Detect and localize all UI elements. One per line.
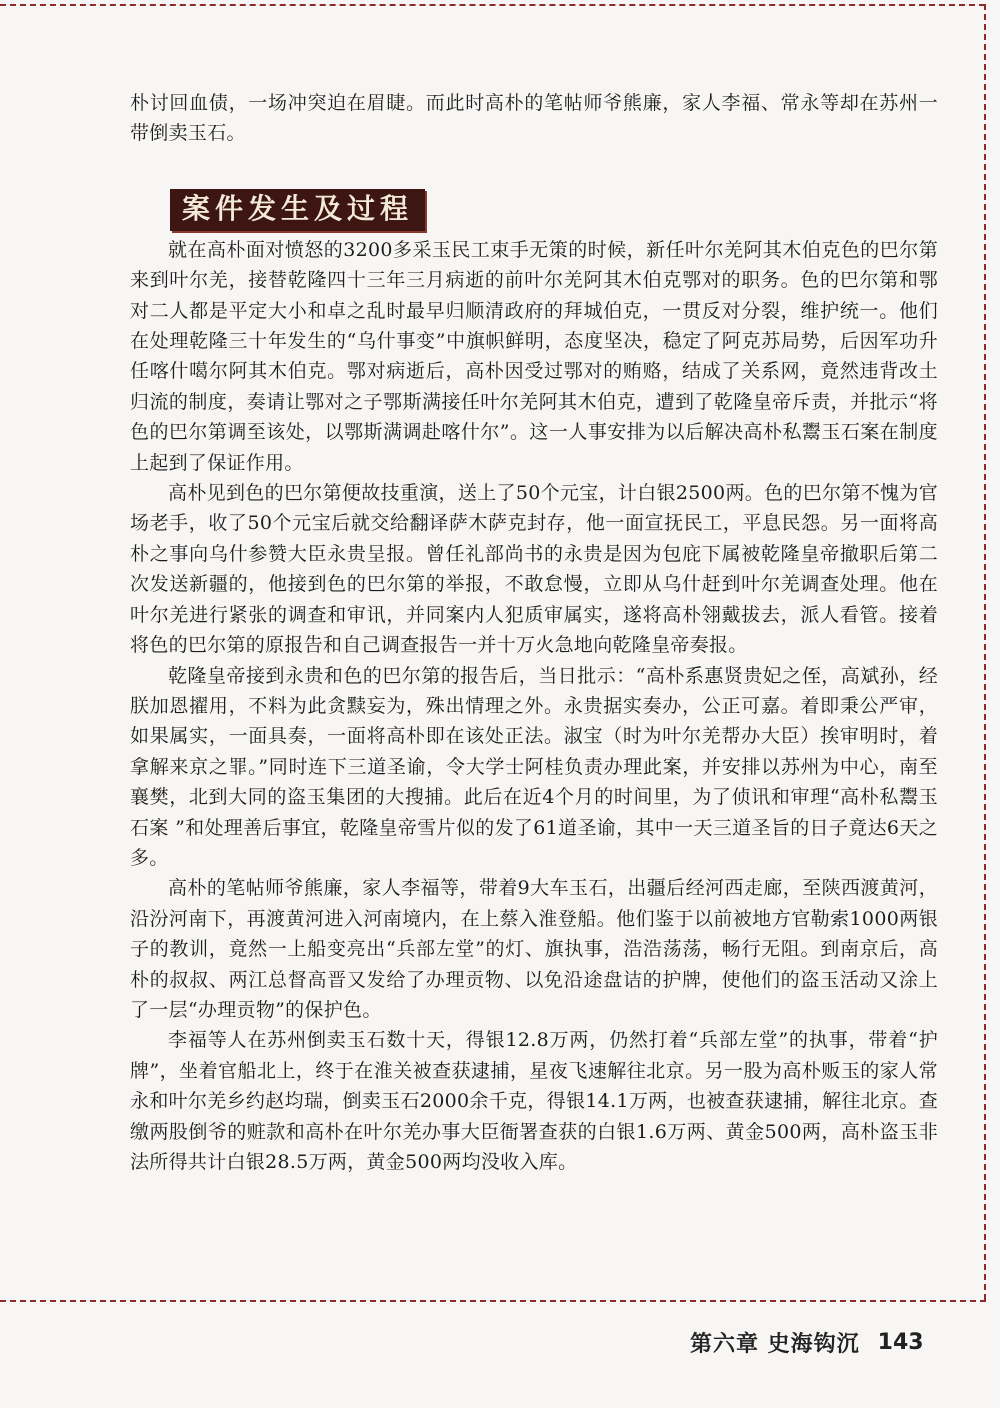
- section-heading: 案件发生及过程: [170, 189, 425, 231]
- chapter-title: 第六章 史海钩沉: [690, 1330, 860, 1357]
- paragraph-5: 李福等人在苏州倒卖玉石数十天，得银12.8万两，仍然打着“兵部左堂”的执事，带着“护牌”，坐着官船北上，终于在淮关被查获逮捕，星夜飞速解往北京。另一股为高朴贩玉的家人常永和叶尔羌乡约赵均瑞，倒卖玉石2000余千克，得银14.1万两，也被查获逮捕，解往北京。查缴两股倒爷的赃款和高朴在叶尔羌办事大臣衙署查获的白银1.6万两、黄金500两，高朴盗玉非法所得共计白银28.5万两，黄金500两均没收入库。: [130, 1029, 938, 1173]
- page-number: 143: [877, 1329, 924, 1355]
- dashed-border-right: [984, 4, 986, 1300]
- paragraph-4: 高朴的笔帖师爷熊廉，家人李福等，带着9大车玉石，出疆后经河西走廊，至陕西渡黄河，沿汾河南下，再渡黄河进入河南境内，在上蔡入淮登船。他们鉴于以前被地方官勒索1000两银子的教训，竟然一上船变亮出“兵部左堂”的灯、旗执事，浩浩荡荡，畅行无阻。到南京后，高朴的叔叔、两江总督高晋又发给了办理贡物、以免沿途盘诘的护牌，使他们的盗玉活动又涂上了一层“办理贡物”的保护色。: [130, 877, 938, 1021]
- paragraph-2: 高朴见到色的巴尔第便故技重演，送上了50个元宝，计白银2500两。色的巴尔第不愧为官场老手，收了50个元宝后就交给翻译萨木萨克封存，他一面宣抚民工，平息民怨。另一面将高朴之事向乌什参赞大臣永贵呈报。曾任礼部尚书的永贵是因为包庇下属被乾隆皇帝撤职后第二次发送新疆的，他接到色的巴尔第的举报，不敢怠慢，立即从乌什赶到叶尔羌调查处理。他在叶尔羌进行紧张的调查和审讯，并同案内人犯质审属实，遂将高朴翎戴拔去，派人看管。接着将色的巴尔第的原报告和自己调查报告一并十万火急地向乾隆皇帝奏报。: [130, 482, 938, 657]
- page-footer: [690, 1322, 970, 1362]
- paragraph-continued: 朴讨回血债，一场冲突迫在眉睫。而此时高朴的笔帖师爷熊廉，家人李福、常永等却在苏州一带倒卖玉石。: [130, 92, 938, 145]
- article-body: [130, 88, 938, 1177]
- paragraph-1: 就在高朴面对愤怒的3200多采玉民工束手无策的时候，新任叶尔羌阿其木伯克色的巴尔第来到叶尔羌，接替乾隆四十三年三月病逝的前叶尔羌阿其木伯克鄂对的职务。色的巴尔第和鄂对二人都是平定大小和卓之乱时最早归顺清政府的拜城伯克，一贯反对分裂，维护统一。他们在处理乾隆三十年发生的“乌什事变”中旗帜鲜明，态度坚决，稳定了阿克苏局势，后因军功升任喀什噶尔阿其木伯克。鄂对病逝后，高朴因受过鄂对的贿赂，结成了关系网，竟然违背改土归流的制度，奏请让鄂对之子鄂斯满接任叶尔羌阿其木伯克，遭到了乾隆皇帝斥责，并批示“将色的巴尔第调至该处，以鄂斯满调赴喀什尔”。这一人事安排为以后解决高朴私鬻玉石案在制度上起到了保证作用。: [130, 238, 938, 474]
- dashed-border-top: [0, 4, 985, 6]
- paragraph-3: 乾隆皇帝接到永贵和色的巴尔第的报告后，当日批示：“高朴系惠贤贵妃之侄，高斌孙，经朕加恩擢用，不料为此贪黩妄为，殊出情理之外。永贵据实奏办，公正可嘉。着即秉公严审，如果属实，一面具奏，一面将高朴即在该处正法。淑宝（时为叶尔羌帮办大臣）挨审明时，着拿解来京之罪。”同时连下三道圣谕，令大学士阿桂负责办理此案，并安排以苏州为中心，南至襄樊，北到大同的盗玉集团的大搜捕。此后在近4个月的时间里，为了侦讯和审理“高朴私鬻玉石案 ”和处理善后事宜，乾隆皇帝雪片似的发了61道圣谕，其中一天三道圣旨的日子竟达6天之多。: [130, 664, 938, 869]
- dashed-border-bottom: [0, 1300, 986, 1302]
